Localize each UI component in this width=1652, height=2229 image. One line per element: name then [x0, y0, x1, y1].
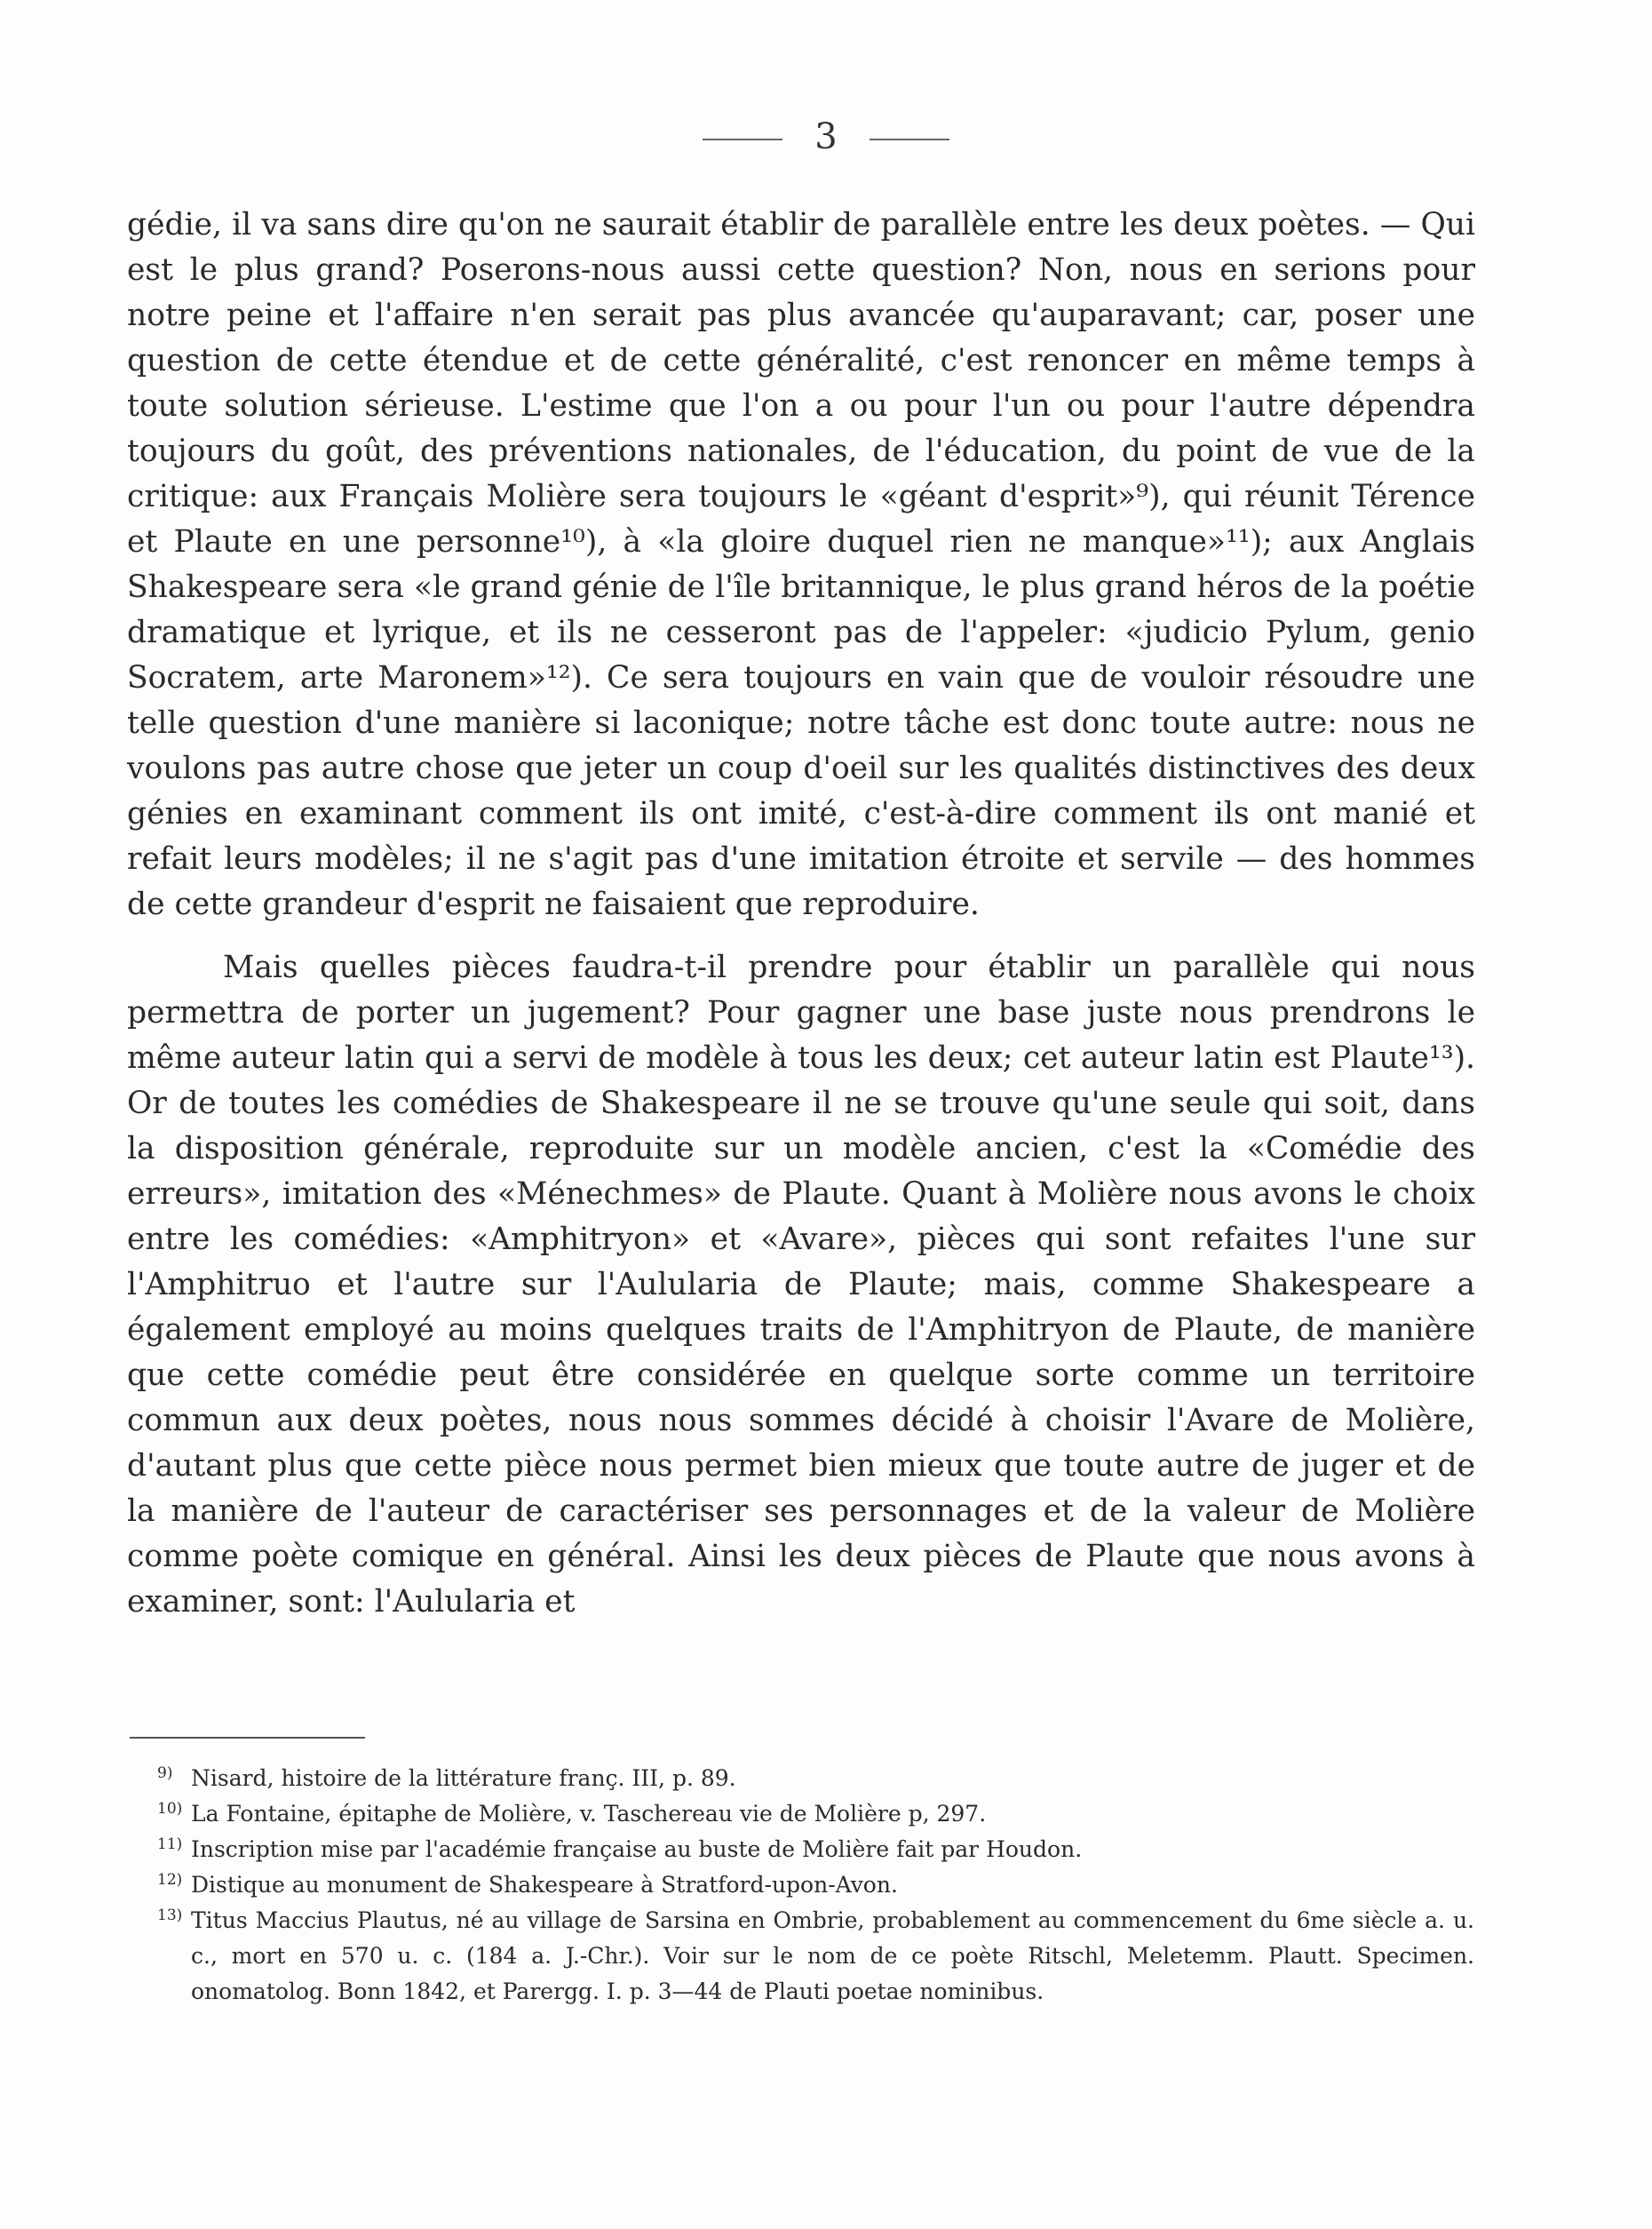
- footnote-9: [157, 1761, 1474, 1796]
- footnote-number: 11): [157, 1835, 183, 1853]
- footnote-text: Nisard, histoire de la littérature franç. III, p. 89.: [191, 1765, 736, 1791]
- footnote-number: 10): [157, 1800, 183, 1818]
- header-left-dash: [703, 139, 782, 140]
- footnote-13: [157, 1903, 1474, 2010]
- footnote-text: La Fontaine, épitaphe de Molière, v. Taschereau vie de Molière p, 297.: [191, 1801, 987, 1827]
- paragraph-2: Mais quelles pièces faudra-t-il prendre pour établir un parallèle qui nous permettra de porter un jugement? Pour gagner une base juste nous prendrons le même auteur latin qui a servi de modèle à tous les deux; cet auteur latin est Plaute¹³). Or de toutes les comédies de Shakespeare il ne se trouve qu'une seule qui soit, dans la disposition générale, reproduite sur un modèle ancien, c'est la «Comédie des erreurs», imitation des «Ménechmes» de Plaute. Quant à Molière nous avons le choix entre les comédies: «Amphitryon» et «Avare», pièces qui sont refaites l'une sur l'Amphitruo et l'autre sur l'Aulularia de Plaute; mais, comme Shakespeare a également employé au moins quelques traits de l'Amphitryon de Plaute, de manière que cette comédie peut être considérée en quelque sorte comme un territoire commun aux deux poètes, nous nous sommes décidé à choisir l'Avare de Molière, d'autant plus que cette pièce nous permet bien mieux que toute autre de juger et de la manière de l'auteur de caractériser ses personnages et de la valeur de Molière comme poète comique en général. Ainsi les deux pièces de Plaute que nous avons à examiner, sont: l'Aulularia et: [127, 950, 1475, 1620]
- paragraph-1: gédie, il va sans dire qu'on ne saurait établir de parallèle entre les deux poètes. — Qui est le plus grand? Poserons-nous aussi cette question? Non, nous en serions pour notre peine et l'affaire n'en serait pas plus avancée qu'auparavant; car, poser une question de cette étendue et de cette généralité, c'est renoncer en même temps à toute solution sérieuse. L'estime que l'on a ou pour l'un ou pour l'autre dépendra toujours du goût, des préventions nationales, de l'éducation, du point de vue de la critique: aux Français Molière sera toujours le «géant d'esprit»⁹), qui réunit Térence et Plaute en une personne¹⁰), à «la gloire duquel rien ne manque»¹¹); aux Anglais Shakespeare sera «le grand génie de l'île britannique, le plus grand héros de la poétie dramatique et lyrique, et ils ne cesseront pas de l'appeler: «judicio Pylum, genio Socratem, arte Maronem»¹²). Ce sera toujours en vain que de vouloir résoudre une telle question d'une manière si laconique; notre tâche est donc toute autre: nous ne voulons pas autre chose que jeter un coup d'oeil sur les qualités distinctives des deux génies en examinant comment ils ont imité, c'est-à-dire comment ils ont manié et refait leurs modèles; il ne s'agit pas d'une imitation étroite et servile — des hommes de cette grandeur d'esprit ne faisaient que reproduire.: [127, 207, 1475, 922]
- footnotes: [157, 1761, 1474, 2010]
- footnote-11: [157, 1832, 1474, 1867]
- footnote-number: 12): [157, 1871, 183, 1889]
- body-text: [127, 203, 1475, 1625]
- footnote-12: [157, 1867, 1474, 1903]
- footnote-10: [157, 1796, 1474, 1832]
- footnote-text: Titus Maccius Plautus, né au village de Sarsina en Ombrie, probablement au commencement du 6me siècle a. u. c., mort en 570 u. c. (184 a. J.-Chr.). Voir sur le nom de ce poète Ritschl, Meletemm. Plautt. Specimen. onomatolog. Bonn 1842, et Parergg. I. p. 3—44 de Plauti poetae nominibus.: [191, 1907, 1474, 2004]
- page-number: 3: [814, 116, 838, 157]
- page-header: [0, 115, 1652, 158]
- footnote-text: Distique au monument de Shakespeare à Stratford-upon-Avon.: [191, 1872, 898, 1898]
- footnote-number: 13): [157, 1907, 183, 1924]
- header-right-dash: [870, 139, 949, 140]
- footnote-rule: [130, 1737, 365, 1739]
- footnote-number: 9): [157, 1764, 173, 1782]
- footnote-text: Inscription mise par l'académie française au buste de Molière fait par Houdon.: [191, 1836, 1083, 1862]
